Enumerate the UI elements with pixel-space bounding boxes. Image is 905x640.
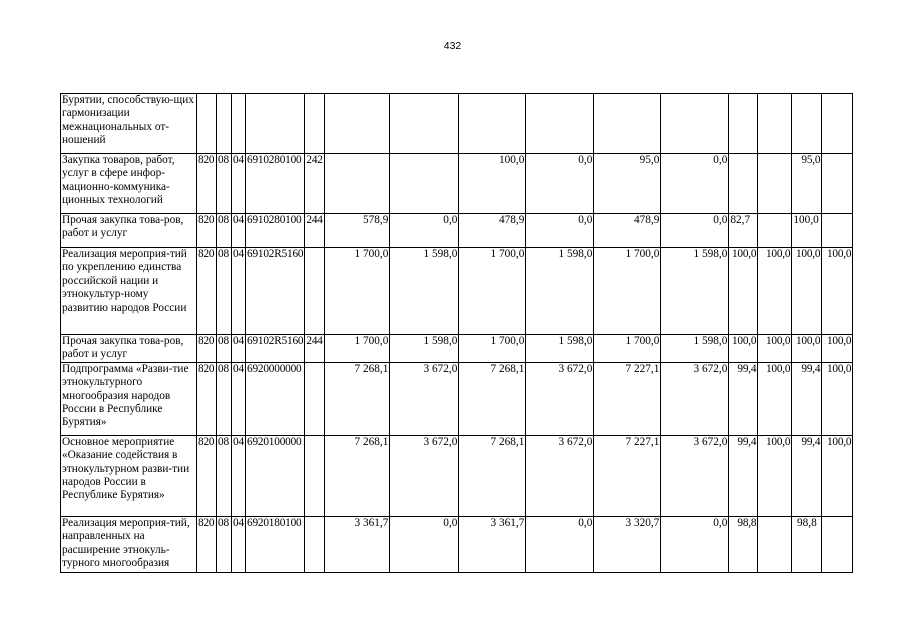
value-cell: 1 700,0 — [325, 335, 390, 363]
value-cell: 7 268,1 — [459, 435, 526, 516]
subsection-code: 04 — [232, 154, 246, 214]
section-code: 08 — [217, 335, 232, 363]
section-code: 08 — [217, 362, 232, 435]
target-article-code — [246, 94, 305, 154]
row-name: Закупка товаров, работ, услуг в сфере инфор-мационно-коммуника-ционных технологий — [61, 154, 197, 214]
percent-cell: 100,0 — [822, 435, 853, 516]
subsection-code: 04 — [232, 335, 246, 363]
value-cell: 3 672,0 — [390, 435, 459, 516]
value-cell: 3 672,0 — [526, 362, 594, 435]
target-article-code: 69102R5160 — [246, 248, 305, 335]
value-cell: 0,0 — [661, 516, 729, 572]
row-name: Подпрограмма «Разви-тие этнокультурного многообразия народов России в Республике Бурятия» — [61, 362, 197, 435]
value-cell: 0,0 — [661, 214, 729, 248]
percent-cell: 100,0 — [729, 248, 758, 335]
percent-cell: 82,7 — [729, 214, 758, 248]
expense-type-code: 244 — [305, 335, 325, 363]
value-cell: 3 672,0 — [390, 362, 459, 435]
percent-cell — [758, 154, 792, 214]
section-code: 08 — [217, 214, 232, 248]
percent-cell: 99,4 — [792, 435, 822, 516]
percent-cell: 95,0 — [792, 154, 822, 214]
table-row — [61, 335, 853, 363]
value-cell — [526, 94, 594, 154]
value-cell: 1 598,0 — [526, 248, 594, 335]
value-cell: 0,0 — [661, 154, 729, 214]
value-cell: 1 700,0 — [459, 248, 526, 335]
target-article-code: 6920180100 — [246, 516, 305, 572]
percent-cell: 100,0 — [758, 335, 792, 363]
value-cell: 1 598,0 — [390, 335, 459, 363]
grbs-code — [197, 94, 217, 154]
percent-cell: 99,4 — [729, 435, 758, 516]
section-code: 08 — [217, 435, 232, 516]
value-cell: 478,9 — [459, 214, 526, 248]
subsection-code — [232, 94, 246, 154]
percent-cell — [822, 516, 853, 572]
value-cell: 1 598,0 — [661, 335, 729, 363]
table-row — [61, 248, 853, 335]
value-cell: 3 320,7 — [594, 516, 661, 572]
percent-cell — [822, 94, 853, 154]
value-cell — [594, 94, 661, 154]
percent-cell: 100,0 — [822, 248, 853, 335]
value-cell — [390, 94, 459, 154]
section-code: 08 — [217, 248, 232, 335]
table-row — [61, 154, 853, 214]
row-name: Прочая закупка това-ров, работ и услуг — [61, 335, 197, 363]
percent-cell: 98,8 — [729, 516, 758, 572]
section-code — [217, 94, 232, 154]
row-name: Бурятии, способствую-щих гармонизации межнациональных от-ношений — [61, 94, 197, 154]
target-article-code: 6910280100 — [246, 214, 305, 248]
value-cell: 0,0 — [390, 516, 459, 572]
value-cell: 7 268,1 — [325, 362, 390, 435]
percent-cell: 99,4 — [792, 362, 822, 435]
expense-type-code: 244 — [305, 214, 325, 248]
budget-table-body — [61, 94, 853, 573]
subsection-code: 04 — [232, 362, 246, 435]
percent-cell — [822, 214, 853, 248]
target-article-code: 6920100000 — [246, 435, 305, 516]
expense-type-code — [305, 362, 325, 435]
table-row — [61, 214, 853, 248]
percent-cell: 100,0 — [792, 248, 822, 335]
row-name: Реализация мероприя-тий по укреплению единства российской нации и этнокультур-ному развитию народов России — [61, 248, 197, 335]
value-cell: 1 598,0 — [526, 335, 594, 363]
value-cell — [661, 94, 729, 154]
value-cell: 1 700,0 — [459, 335, 526, 363]
target-article-code: 69102R5160 — [246, 335, 305, 363]
percent-cell — [758, 214, 792, 248]
value-cell: 1 598,0 — [661, 248, 729, 335]
value-cell: 1 700,0 — [325, 248, 390, 335]
percent-cell: 100,0 — [822, 362, 853, 435]
percent-cell: 100,0 — [729, 335, 758, 363]
grbs-code: 820 — [197, 435, 217, 516]
value-cell: 0,0 — [526, 516, 594, 572]
grbs-code: 820 — [197, 362, 217, 435]
subsection-code: 04 — [232, 248, 246, 335]
percent-cell — [758, 94, 792, 154]
value-cell: 7 227,1 — [594, 435, 661, 516]
percent-cell: 99,4 — [729, 362, 758, 435]
row-name: Прочая закупка това-ров, работ и услуг — [61, 214, 197, 248]
value-cell: 3 672,0 — [661, 362, 729, 435]
grbs-code: 820 — [197, 214, 217, 248]
table-row — [61, 516, 853, 572]
value-cell: 1 598,0 — [390, 248, 459, 335]
target-article-code: 6910280100 — [246, 154, 305, 214]
value-cell — [325, 154, 390, 214]
percent-cell — [729, 154, 758, 214]
subsection-code: 04 — [232, 214, 246, 248]
table-row — [61, 94, 853, 154]
value-cell — [325, 94, 390, 154]
budget-table — [60, 93, 853, 573]
percent-cell: 100,0 — [792, 335, 822, 363]
percent-cell: 100,0 — [758, 435, 792, 516]
percent-cell — [792, 94, 822, 154]
percent-cell — [822, 154, 853, 214]
subsection-code: 04 — [232, 435, 246, 516]
percent-cell: 100,0 — [822, 335, 853, 363]
value-cell: 95,0 — [594, 154, 661, 214]
percent-cell — [758, 516, 792, 572]
value-cell: 7 268,1 — [325, 435, 390, 516]
value-cell: 1 700,0 — [594, 248, 661, 335]
row-name: Основное мероприятие «Оказание содействия в этнокультурном разви-тии народов России в Республике Бурятия» — [61, 435, 197, 516]
row-name: Реализация мероприя-тий, направленных на расширение этнокуль-турного многообразия — [61, 516, 197, 572]
value-cell: 3 672,0 — [661, 435, 729, 516]
grbs-code: 820 — [197, 335, 217, 363]
value-cell: 0,0 — [390, 214, 459, 248]
expense-type-code — [305, 94, 325, 154]
value-cell: 7 268,1 — [459, 362, 526, 435]
value-cell: 1 700,0 — [594, 335, 661, 363]
table-row — [61, 362, 853, 435]
expense-type-code: 242 — [305, 154, 325, 214]
subsection-code: 04 — [232, 516, 246, 572]
grbs-code: 820 — [197, 248, 217, 335]
section-code: 08 — [217, 154, 232, 214]
value-cell — [390, 154, 459, 214]
percent-cell: 100,0 — [792, 214, 822, 248]
percent-cell: 100,0 — [758, 362, 792, 435]
grbs-code: 820 — [197, 516, 217, 572]
value-cell — [459, 94, 526, 154]
expense-type-code — [305, 248, 325, 335]
section-code: 08 — [217, 516, 232, 572]
table-row — [61, 435, 853, 516]
expense-type-code — [305, 435, 325, 516]
percent-cell — [729, 94, 758, 154]
value-cell: 578,9 — [325, 214, 390, 248]
grbs-code: 820 — [197, 154, 217, 214]
page-number: 432 — [443, 40, 462, 52]
value-cell: 3 672,0 — [526, 435, 594, 516]
value-cell: 3 361,7 — [459, 516, 526, 572]
percent-cell: 100,0 — [758, 248, 792, 335]
expense-type-code — [305, 516, 325, 572]
target-article-code: 6920000000 — [246, 362, 305, 435]
value-cell: 0,0 — [526, 154, 594, 214]
value-cell: 3 361,7 — [325, 516, 390, 572]
value-cell: 7 227,1 — [594, 362, 661, 435]
value-cell: 478,9 — [594, 214, 661, 248]
value-cell: 100,0 — [459, 154, 526, 214]
value-cell: 0,0 — [526, 214, 594, 248]
percent-cell: 98,8 — [792, 516, 822, 572]
